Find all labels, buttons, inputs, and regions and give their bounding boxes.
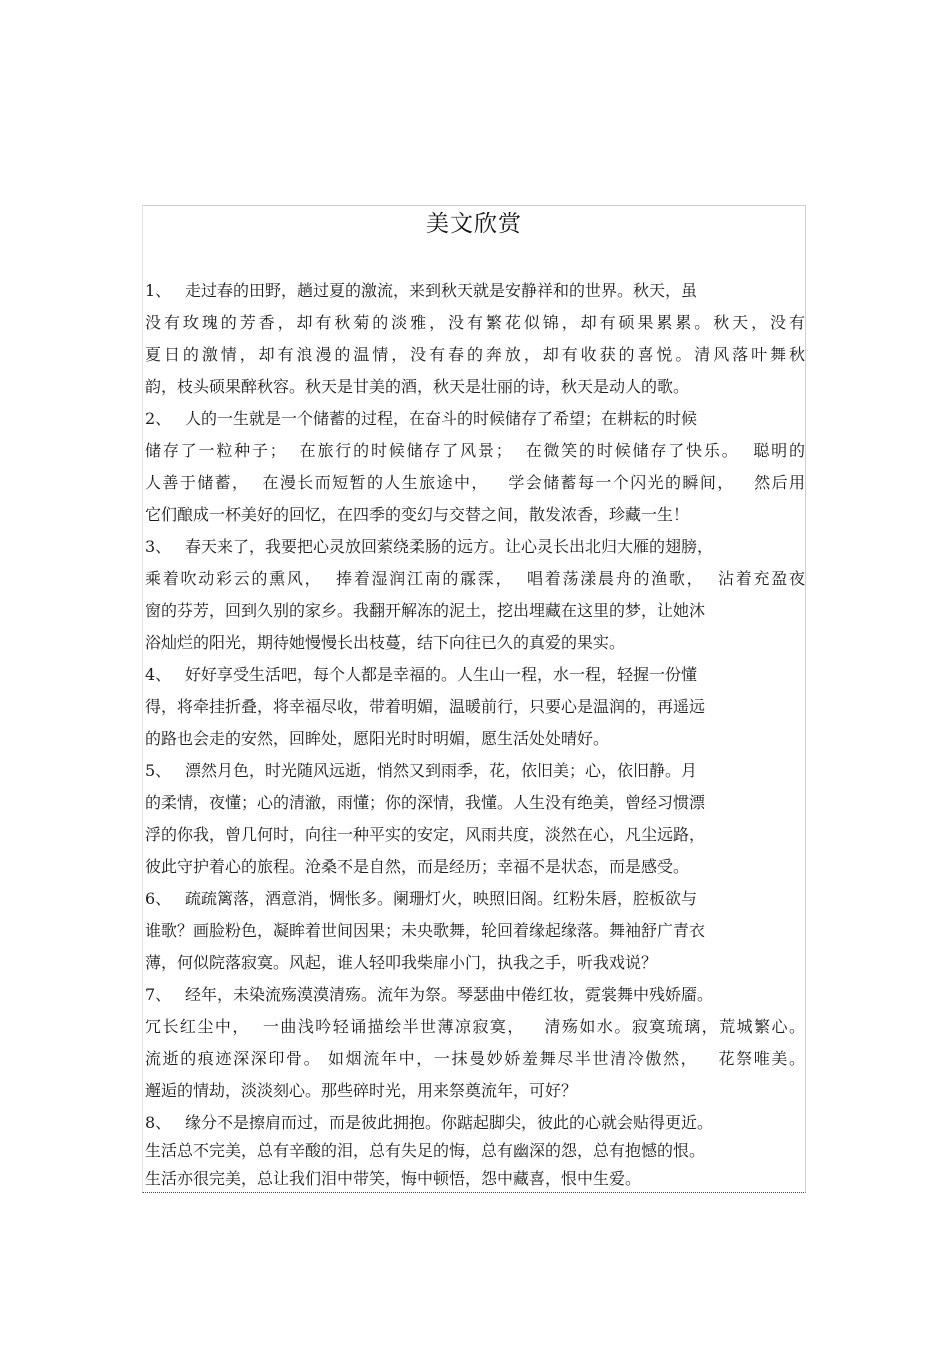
- paragraph-5-line-4: 彼此守护着心的旅程。沧桑不是自然，而是经历；幸福不是状态，而是感受。: [145, 857, 690, 876]
- paragraph-1-line-3: 夏日的激情，却有浪漫的温情，没有春的奔放，却有收获的喜悦。清风落叶舞秋: [145, 345, 805, 364]
- paragraph-number: 7、: [145, 985, 172, 1004]
- paragraph-5-line-3: 浮的你我，曾几何时，向往一种平实的安定，风雨共度，淡然在心，凡尘远路，: [145, 825, 706, 844]
- paragraph-7-line-1: [145, 980, 805, 1010]
- line-text: 走过春的田野，趟过夏的激流，来到秋天就是安静祥和的世界。秋天，虽: [185, 281, 698, 300]
- line-text: 疏疏篱落，酒意消，惆怅多。阑珊灯火，映照旧阁。红粉朱唇，腔板欲与: [185, 889, 698, 908]
- line-text: 经年，未染流殇漠漠清殇。流年为祭。琴瑟曲中倦红妆，霓裳舞中残娇靥。: [185, 985, 714, 1004]
- paragraph-number: 2、: [145, 409, 172, 428]
- paragraph-2-line-4: 它们酿成一杯美好的回忆，在四季的变幻与交替之间，散发浓香，珍藏一生！: [145, 505, 690, 524]
- paragraph-number: 8、: [145, 1113, 172, 1132]
- line-text: 人的一生就是一个储蓄的过程，在奋斗的时候储存了希望；在耕耘的时候: [185, 409, 698, 428]
- paragraph-7-line-2: 冗长红尘中， 一曲浅吟轻诵描绘半世薄凉寂寞， 清殇如水。寂寞琉璃，荒城繁心。: [145, 1017, 805, 1036]
- page-title: 美文欣赏: [426, 211, 522, 237]
- paragraph-4-line-3: 的路也会走的安然，回眸处，愿阳光时时明媚，愿生活处处晴好。: [145, 729, 610, 748]
- paragraph-7-line-4: 邂逅的情劫，淡淡刻心。那些碎时光，用来祭奠流年，可好？: [145, 1081, 578, 1100]
- paragraph-8-line-2: 生活总不完美，总有辛酸的泪，总有失足的悔，总有幽深的怨，总有抱憾的恨。: [145, 1141, 706, 1160]
- paragraph-7-line-3: 流逝的痕迹深深印骨。 如烟流年中，一抹曼妙娇羞舞尽半世清冷傲然， 花祭唯美。: [145, 1049, 805, 1068]
- paragraph-8-line-3: 生活亦很完美，总让我们泪中带笑，悔中顿悟，怨中藏喜，恨中生爱。: [145, 1169, 642, 1188]
- paragraph-1-line-2: 没有玫瑰的芳香，却有秋菊的淡雅，没有繁花似锦，却有硕果累累。秋天，没有: [145, 313, 805, 332]
- paragraph-6-line-3: 薄，何似院落寂寞。风起，谁人轻叩我柴扉小门，执我之手，听我戏说？: [145, 953, 658, 972]
- paragraph-8-line-1: [145, 1108, 805, 1138]
- paragraph-4-line-1: [145, 660, 805, 690]
- paragraph-number: 1、: [145, 281, 172, 300]
- paragraph-3-line-2: 乘着吹动彩云的熏风， 捧着湿润江南的霡霂， 唱着荡漾晨舟的渔歌， 沾着充盈夜: [145, 569, 805, 588]
- paragraph-2-line-1: [145, 404, 805, 434]
- paragraph-6-line-2: 谁歌？画脸粉色，凝眸着世间因果；未央歌舞，轮回着缘起缘落。舞袖舒广青衣: [145, 921, 706, 940]
- paragraph-1-line-4: 韵，枝头硕果醉秋容。秋天是甘美的酒，秋天是壮丽的诗，秋天是动人的歌。: [145, 377, 690, 396]
- paragraph-number: 6、: [145, 889, 172, 908]
- paragraph-4-line-2: 得，将牵挂折叠，将幸福尽收，带着明媚，温暖前行，只要心是温润的，再遥远: [145, 697, 706, 716]
- line-text: 春天来了，我要把心灵放回萦绕柔肠的远方。让心灵长出北归大雁的翅膀，: [185, 537, 714, 556]
- paragraph-1-line-1: [145, 276, 805, 306]
- paragraph-3-line-1: [145, 532, 805, 562]
- paragraph-number: 4、: [145, 665, 172, 684]
- paragraph-2-line-2: 储存了一粒种子； 在旅行的时候储存了风景； 在微笑的时候储存了快乐。 聪明的: [145, 441, 805, 460]
- line-text: 漂然月色，时光随风远逝，悄然又到雨季，花，依旧美；心，依旧静。月: [185, 761, 698, 780]
- paragraph-5-line-1: [145, 756, 805, 786]
- paragraph-3-line-4: 浴灿烂的阳光，期待她慢慢长出枝蔓，结下向往已久的真爱的果实。: [145, 633, 626, 652]
- paragraph-5-line-2: 的柔情，夜懂；心的清澈，雨懂；你的深情，我懂。人生没有绝美，曾经习惯漂: [145, 793, 706, 812]
- paragraph-number: 3、: [145, 537, 172, 556]
- paragraph-2-line-3: 人善于储蓄， 在漫长而短暂的人生旅途中， 学会储蓄每一个闪光的瞬间， 然后用: [145, 473, 805, 492]
- article-box: [142, 205, 806, 1193]
- line-text: 好好享受生活吧，每个人都是幸福的。人生山一程，水一程，轻握一份懂: [185, 665, 698, 684]
- paragraph-6-line-1: [145, 884, 805, 914]
- paragraph-number: 5、: [145, 761, 172, 780]
- paragraph-3-line-3: 窗的芬芳，回到久别的家乡。我翻开解冻的泥土，挖出埋藏在这里的梦，让她沐: [145, 601, 706, 620]
- line-text: 缘分不是擦肩而过，而是彼此拥抱。你踮起脚尖，彼此的心就会贴得更近。: [185, 1113, 714, 1132]
